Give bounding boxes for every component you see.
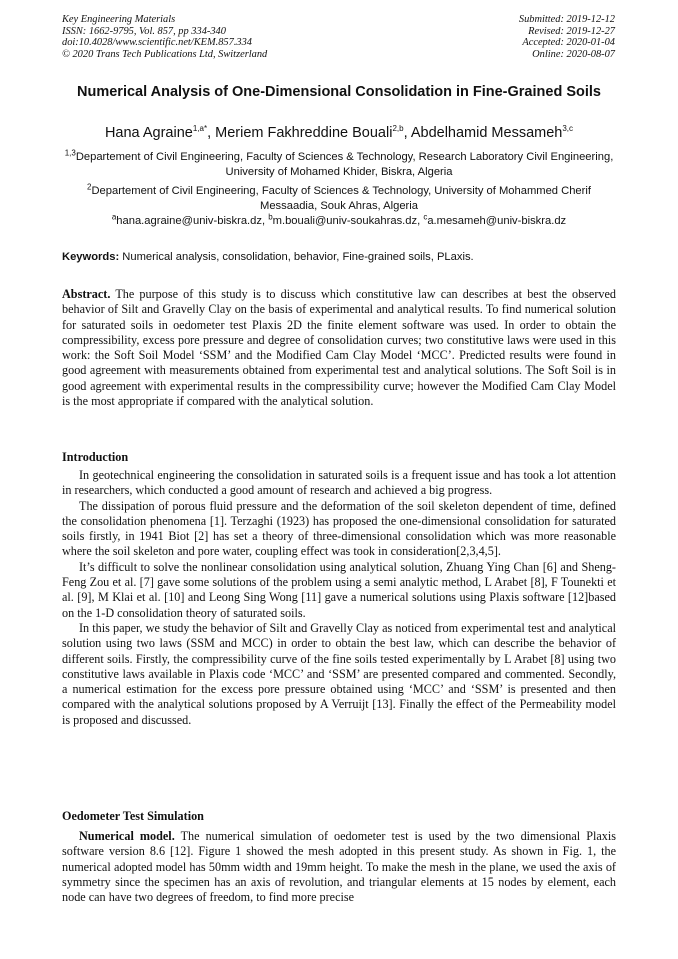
date-revised: Revised: 2019-12-27 [528,25,615,37]
keywords-text: Numerical analysis, consolidation, behavior, Fine-grained soils, PLaxis. [119,251,474,263]
paragraph: The numerical simulation of oedometer test is used by the two dimensional Plaxis software version 8.6 [12]. Figure 1 showed the mesh adopted in this present study. As shown in Fig. 1, the numerical adopted model has 50mm width and 19mm height. To make the mesh in the plane, we used the axis of symmetry since the specimen has an axis of revolution, and triangular elements at 15 nodes by element, each node can have two degrees of freedom, to find more precise [62,829,616,905]
paragraph: It’s difficult to solve the nonlinear consolidation using analytical solution, Zhuang Ying Chan [6] and Sheng-Feng Zou et al. [7] gave some solutions of the problem using a semi analytic method, L Arabet [8], F Tounekti et al. [9], M Klai et al. [10] and Leong Sing Wong [11] gave a numerical solutions using Plaxis software [12]based on the 1-D consolidation theory of saturated soils. [62,559,616,620]
author-name: Hana Agraine [104,125,193,141]
affiliation-1 [62,150,616,180]
paragraph: In geotechnical engineering the consolidation in saturated soils is a frequent issue and has took a lot attention in researchers, which conducted a good amount of research and achieved a big progress. [62,468,616,498]
email-link[interactable]: hana.agraine@univ-biskra.dz, [116,215,269,227]
affiliation-text: Departement of Civil Engineering, Faculty of Sciences & Technology, Research Laboratory Civil Engineering, University of Mohamed Khider, Biskra, Algeria [75,151,614,178]
keywords-label: Keywords: [62,251,120,263]
journal-info [62,14,267,60]
section-heading-introduction: Introduction [62,450,129,464]
journal-name: Key Engineering Materials [62,14,176,25]
oedometer-body [62,829,616,905]
date-online: Online: 2020-08-07 [532,48,615,60]
affiliation-sup: 1,3 [64,148,76,158]
email-sup: b [268,212,273,222]
author-emails [62,214,616,229]
email-sup: a [111,212,117,222]
date-submitted: Submitted: 2019-12-12 [518,14,615,25]
affiliation-2 [62,184,616,214]
keywords [62,250,616,265]
author-name: Abdelhamid Messameh [410,125,563,141]
journal-copyright: © 2020 Trans Tech Publications Ltd, Switzerland [62,48,268,60]
email-link[interactable]: a.mesameh@univ-biskra.dz [427,215,567,227]
author-sup: 3,c [562,124,574,134]
journal-doi: doi:10.4028/www.scientific.net/KEM.857.334 [62,37,252,49]
introduction-body [62,468,616,728]
author-sup: 2,b [392,124,404,134]
publication-dates [519,14,615,60]
email-link[interactable]: m.bouali@univ-soukahras.dz, [272,215,424,227]
author-sup: 1,a* [192,124,208,134]
affiliation-text: Departement of Civil Engineering, Faculty of Sciences & Technology, University of Mohammed Cherif Messaadia, Souk Ahras, Algeria [91,185,591,212]
subsection-label: Numerical model. [79,829,175,843]
abstract-label: Abstract. [62,287,111,301]
journal-issn: ISSN: 1662-9795, Vol. 857, pp 334-340 [62,25,226,37]
email-sup: c [423,212,428,222]
section-heading-oedometer: Oedometer Test Simulation [62,809,204,823]
paragraph: In this paper, we study the behavior of Silt and Gravelly Clay as noticed from experimental test and analytical solution using two laws (SSM and MCC) in order to obtain the best law, which can describe the behavior of different soils. Firstly, the compressibility curve of the fine soils tested experimentally by L Arabet [8] using two constitutive laws available in Plaxis code ‘MCC’ and ‘SSM’ are presented compared and commented. Secondly, a numerical estimation for the excess pore pressure obtained using ‘MCC’ and ‘SSM’ is presented and then compared with the analytical solutions proposed by A Verruijt [13]. Finally the effect of the Permeability model is proposed and discussed. [62,620,616,727]
abstract-text: The purpose of this study is to discuss which constitutive law can describes at best the observed behavior of Silt and Gravelly Clay on the basis of experimental and analytical results. To find numerical solution for saturated soils in oedometer test Plaxis 2D the finite element software was used. In order to obtain the compressibility, excess pore pressure and degree of consolidation curves; two constitutive laws were used in this work: the Soft Soil Model ‘SSM’ and the Modified Cam Clay Model ‘MCC’. Predicted results were found in good agreement with measurements obtained from experimental test and analytical solutions. The Soft Soil is in good agreement with experimental results in the compressibility curve; however the Modified Cam Clay Model is the most appropriate if compared with the analytical solution. [62,287,616,409]
abstract [62,287,616,409]
date-accepted: Accepted: 2020-01-04 [522,37,615,49]
author-list: Hana Agraine$^{1,a*}$, Meriem Fakhreddine Bouali$^{2,b}$, Abdelhamid Messameh$^{3,c}$ [104,124,574,141]
paper-title: Numerical Analysis of One-Dimensional Consolidation in Fine-Grained Soils [77,84,601,100]
author-name: Meriem Fakhreddine Bouali [215,125,393,141]
paragraph: The dissipation of porous fluid pressure and the deformation of the soil skeleton dependent of time, defined the consolidation phenomena [1]. Terzaghi (1923) has proposed the one-dimensional consolidation for saturated soils firstly, in 1941 Biot [2] has set a theory of three-dimensional consolidation which was more reasonable where the soil skeleton and pore water, coupling effect was took in consideration[2,3,4,5]. [62,498,616,559]
affiliation-sup: 2 [87,182,92,192]
